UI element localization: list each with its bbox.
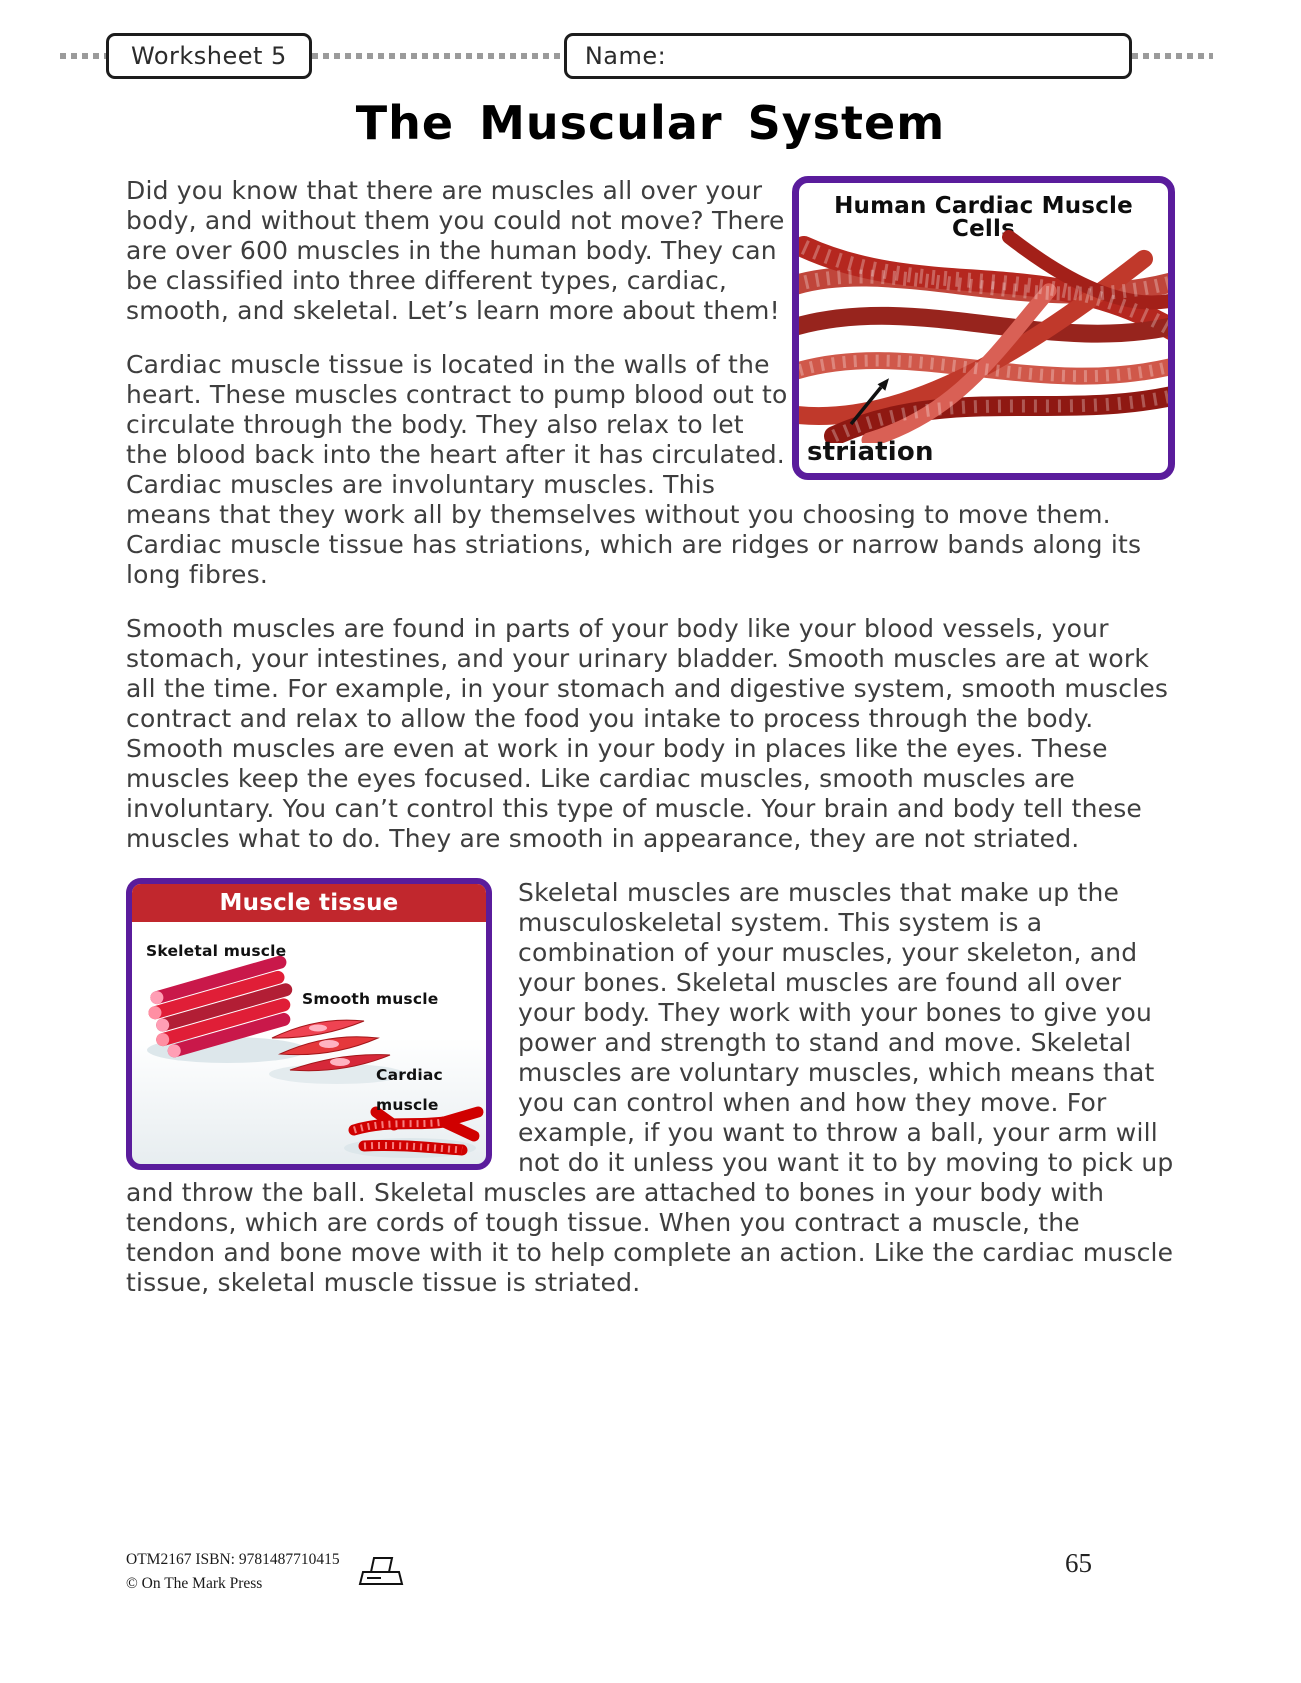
paragraph-skeletal: Skeletal muscles are muscles that make up the musculoskeletal system. This system is a combination of your muscles, your skeleton, and your bones. Skeletal muscles are found all over your body. They work with your bones to give you power and strength to stand and move. Skeletal muscles are voluntary muscles, which means that you can control when and how they move. For example, if you want to throw a ball, your arm will not do it unless you want it to by moving to pick up and throw the ball. Skeletal muscles are attached to bones in your body with tendons, which are cords of tough tissue. When you contract a muscle, the tendon and bone move with it to help complete an action. Like the cardiac muscle tissue, skeletal muscle tissue is striated.: [126, 878, 1174, 1297]
cardiac-muscle-figure: [792, 176, 1175, 480]
page-header: [0, 32, 1301, 80]
dotted-divider-left: [60, 53, 106, 59]
product-code: OTM2167 ISBN: 9781487710415: [126, 1551, 340, 1568]
paragraph-smooth: Smooth muscles are found in parts of your body like your blood vessels, your stomach, your intestines, and your urinary bladder. Smooth muscles are at work all the time. For example, in your stomach and digestive system, smooth muscles contract and relax to allow the food you intake to process through the body. Smooth muscles are even at work in your body in places like the eyes. These muscles keep the eyes focused. Like cardiac muscles, smooth muscles are involuntary. You can’t control this type of muscle. Your brain and body tell these muscles what to do. They are smooth in appearance, they are not striated.: [126, 614, 1169, 853]
cardiac-muscle-label: Cardiac muscle: [376, 1066, 443, 1114]
paragraph-intro: Did you know that there are muscles all over your body, and without them you could not move? There are over 600 muscles in the human body. They can be classified into three different types, cardiac, smooth, and skeletal. Let’s learn more about them!: [126, 176, 785, 325]
skeletal-muscle-label: Skeletal muscle: [146, 942, 287, 960]
worksheet-number-box: [106, 33, 312, 79]
worksheet-content: [0, 176, 1301, 1298]
page-footer: [126, 1548, 1175, 1596]
cardiac-fibers-illustration: [799, 229, 1168, 443]
copyright-line: © On The Mark Press: [126, 1575, 263, 1593]
page-number: 65: [1065, 1548, 1092, 1578]
dotted-divider-right: [1132, 53, 1213, 59]
publisher-info: [126, 1548, 340, 1596]
striation-annotation: striation: [807, 437, 934, 467]
paragraph-cardiac: Cardiac muscle tissue is located in the walls of the heart. These muscles contract to pump blood out to circulate through the body. They also relax to let the blood back into the heart after it has circulated. Cardiac muscles are involuntary muscles. This means that they work all by themselves without you choosing to move them. Cardiac muscle tissue has striations, which are ridges or narrow bands along its long fibres.: [126, 350, 1142, 589]
cardiac-figure-title: Human Cardiac Muscle Cells: [834, 193, 1133, 242]
muscle-tissue-figure: [126, 878, 492, 1170]
name-label: Name:: [584, 42, 667, 70]
printer-icon: [358, 1552, 404, 1588]
page-title: The Muscular System: [355, 96, 946, 150]
smooth-muscle-label: Smooth muscle: [302, 990, 439, 1008]
dotted-divider-middle: [312, 53, 564, 59]
worksheet-number-label: Worksheet 5: [131, 42, 287, 70]
muscle-tissue-figure-title: Muscle tissue: [132, 884, 486, 922]
name-input-box[interactable]: [564, 33, 1132, 79]
